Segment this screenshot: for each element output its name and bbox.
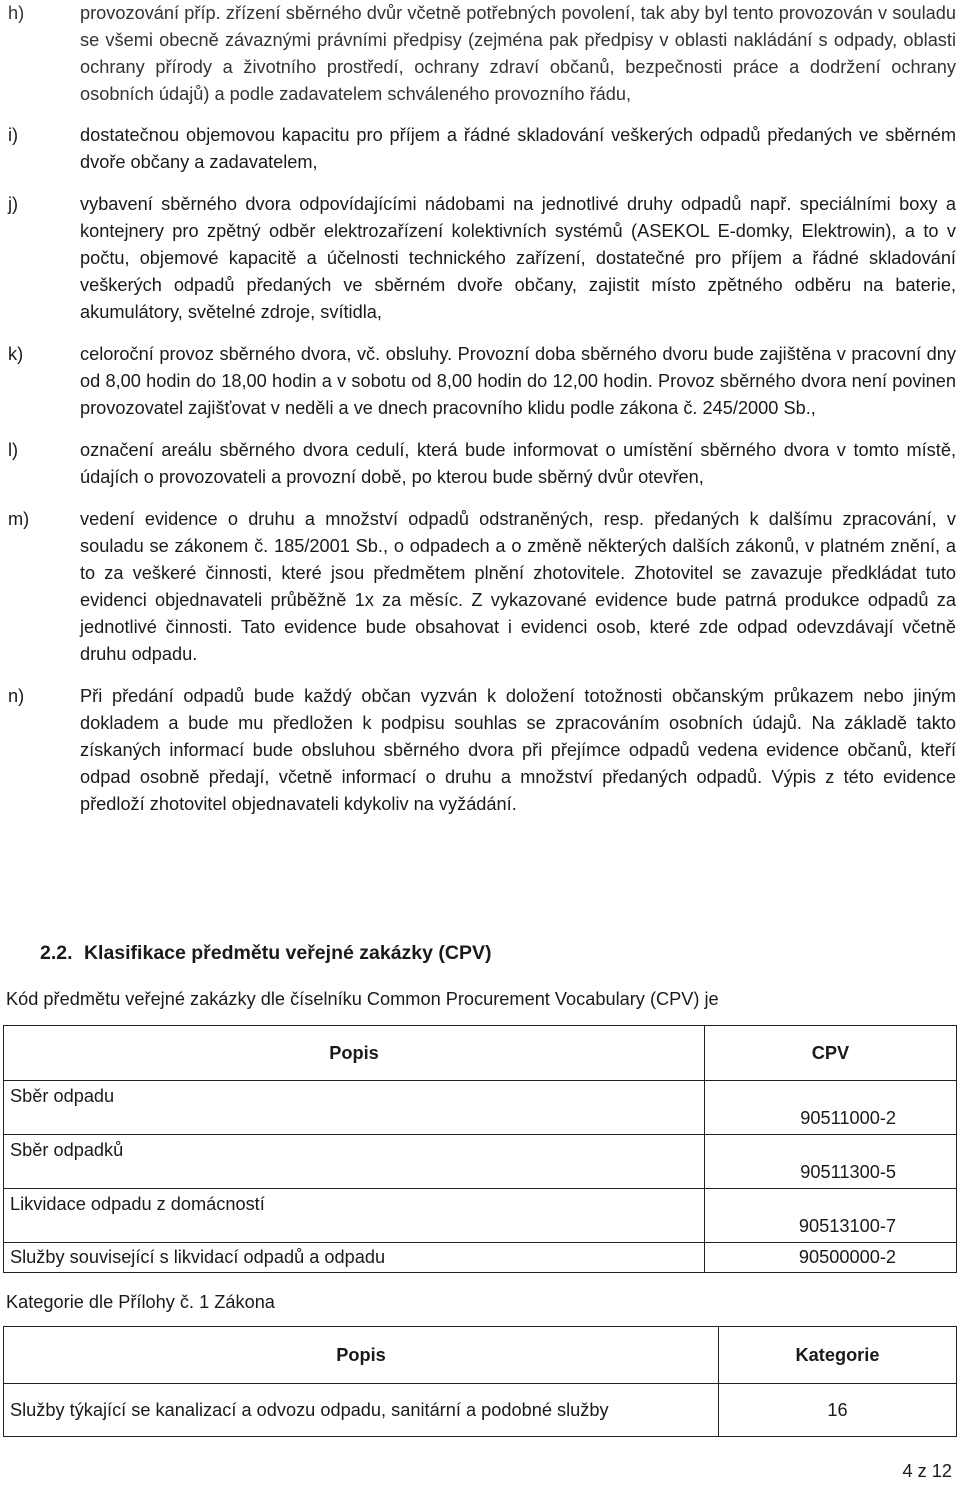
- table-header: Popis: [4, 1327, 719, 1384]
- section-title: Klasifikace předmětu veřejné zakázky (CPV): [83, 942, 492, 964]
- table-cell: Sběr odpadků: [4, 1135, 705, 1189]
- table-cell: 90500000-2: [705, 1243, 957, 1273]
- list-item-text: Při předání odpadů bude každý občan vyzván k doložení totožnosti občanským průkazem nebo jiným dokladem a bude mu předložen k podpisu souhlas se zpracováním osobních údajů. Na základě takto získaných informací bude obsluhou sběrného dvora při přejímce odpadů vedena evidence občanů, kteří odpad osobně předají, včetně informací o druhu a množství předaných odpadů. Výpis z této evidence předloží zhotovitel objednavateli kdykoliv na vyžádání.: [80, 686, 956, 814]
- requirements-list: [8, 0, 956, 834]
- list-marker: i): [8, 125, 19, 145]
- section-number: 2.2.: [40, 942, 73, 964]
- section-heading: [40, 940, 491, 967]
- list-item: [8, 437, 956, 491]
- table-header-row: [4, 1026, 957, 1081]
- list-item: [8, 191, 956, 326]
- table-cell: Služby týkající se kanalizací a odvozu odpadu, sanitární a podobné služby: [4, 1384, 719, 1437]
- table-header-row: [4, 1327, 957, 1384]
- table-row: [4, 1243, 957, 1273]
- list-item-text: provozování příp. zřízení sběrného dvůr včetně potřebných povolení, tak aby byl tento provozován v souladu se všemi obecně závaznými právními předpisy (zejména pak předpisy v oblasti nakládání s odpady, oblasti ochrany přírody a životního prostředí, ochrany zdraví občanů, bezpečnosti práce a dodržení ochrany osobních údajů) a podle zadavatelem schváleného provozního řádu,: [80, 3, 956, 104]
- category-table: [3, 1326, 957, 1437]
- table-header: Kategorie: [719, 1327, 957, 1384]
- list-marker: k): [8, 344, 24, 364]
- table-header: Popis: [4, 1026, 705, 1081]
- list-marker: l): [8, 440, 19, 460]
- list-item: [8, 122, 956, 176]
- list-item-text: vybavení sběrného dvora odpovídajícími nádobami na jednotlivé druhy odpadů např. speciálními boxy a kontejnery pro zpětný odběr elektrozařízení kolektivních systémů (ASEKOL E-domky, Elektrowin), a to v počtu, objemové kapacitě a účelnosti technického zařízení, dostatečné pro příjem a řádné skladování veškerých odpadů předaných ve sběrném dvoře občany, zajistit místo zpětného odběru na baterie, akumulátory, světelné zdroje, svítidla,: [80, 194, 956, 322]
- list-marker: j): [8, 194, 19, 214]
- table-cell: 90513100-7: [705, 1189, 957, 1243]
- page-number: 4 z 12: [902, 1461, 952, 1481]
- table-row: [4, 1081, 957, 1135]
- list-marker: n): [8, 686, 25, 706]
- list-item-text: vedení evidence o druhu a množství odpadů odstraněných, resp. předaných k dalšímu zpracování, v souladu se zákonem č. 185/2001 Sb., o odpadech a o změně některých dalších zákonů, v platném znění, a to za veškeré činnosti, které jsou předmětem plnění zhotovitele. Zhotovitel se zavazuje předkládat tuto evidenci objednavateli průběžně 1x za měsíc. Z vykazované evidence bude patrná produkce odpadů za jednotlivé činnosti. Tato evidence bude obsahovat i evidenci osob, které zde odpad odevzdávají včetně druhu odpadu.: [80, 509, 956, 664]
- table-cell: Likvidace odpadu z domácností: [4, 1189, 705, 1243]
- list-item: [8, 341, 956, 422]
- list-marker: m): [8, 509, 30, 529]
- cpv-table: [3, 1025, 957, 1273]
- table-cell: Služby související s likvidací odpadů a odpadu: [4, 1243, 705, 1273]
- table-row: [4, 1135, 957, 1189]
- section-intro: Kód předmětu veřejné zakázky dle číselníku Common Procurement Vocabulary (CPV) je: [6, 989, 719, 1009]
- table-row: [4, 1384, 957, 1437]
- list-item-text: označení areálu sběrného dvora cedulí, která bude informovat o umístění sběrného dvora v tomto místě, údajích o provozovateli a provozní době, po kterou bude sběrný dvůr otevřen,: [80, 440, 956, 487]
- list-item: [8, 506, 956, 668]
- table-row: [4, 1189, 957, 1243]
- list-marker: h): [8, 3, 25, 23]
- list-item-text: dostatečnou objemovou kapacitu pro příjem a řádné skladování veškerých odpadů předaných ve sběrném dvoře občany a zadavatelem,: [80, 125, 956, 172]
- category-label: Kategorie dle Přílohy č. 1 Zákona: [6, 1292, 275, 1312]
- table-header: CPV: [705, 1026, 957, 1081]
- table-cell: 16: [719, 1384, 957, 1437]
- list-item: [8, 0, 956, 108]
- table-cell: 90511000-2: [705, 1081, 957, 1135]
- table-cell: 90511300-5: [705, 1135, 957, 1189]
- table-cell: Sběr odpadu: [4, 1081, 705, 1135]
- list-item-text: celoroční provoz sběrného dvora, vč. obsluhy. Provozní doba sběrného dvoru bude zajištěna v pracovní dny od 8,00 hodin do 18,00 hodin a v sobotu od 8,00 hodin do 12,00 hodin. Provoz sběrného dvora není povinen provozovatel zajišťovat v neděli a ve dnech pracovního klidu podle zákona č. 245/2000 Sb.,: [80, 344, 956, 418]
- list-item: [8, 683, 956, 818]
